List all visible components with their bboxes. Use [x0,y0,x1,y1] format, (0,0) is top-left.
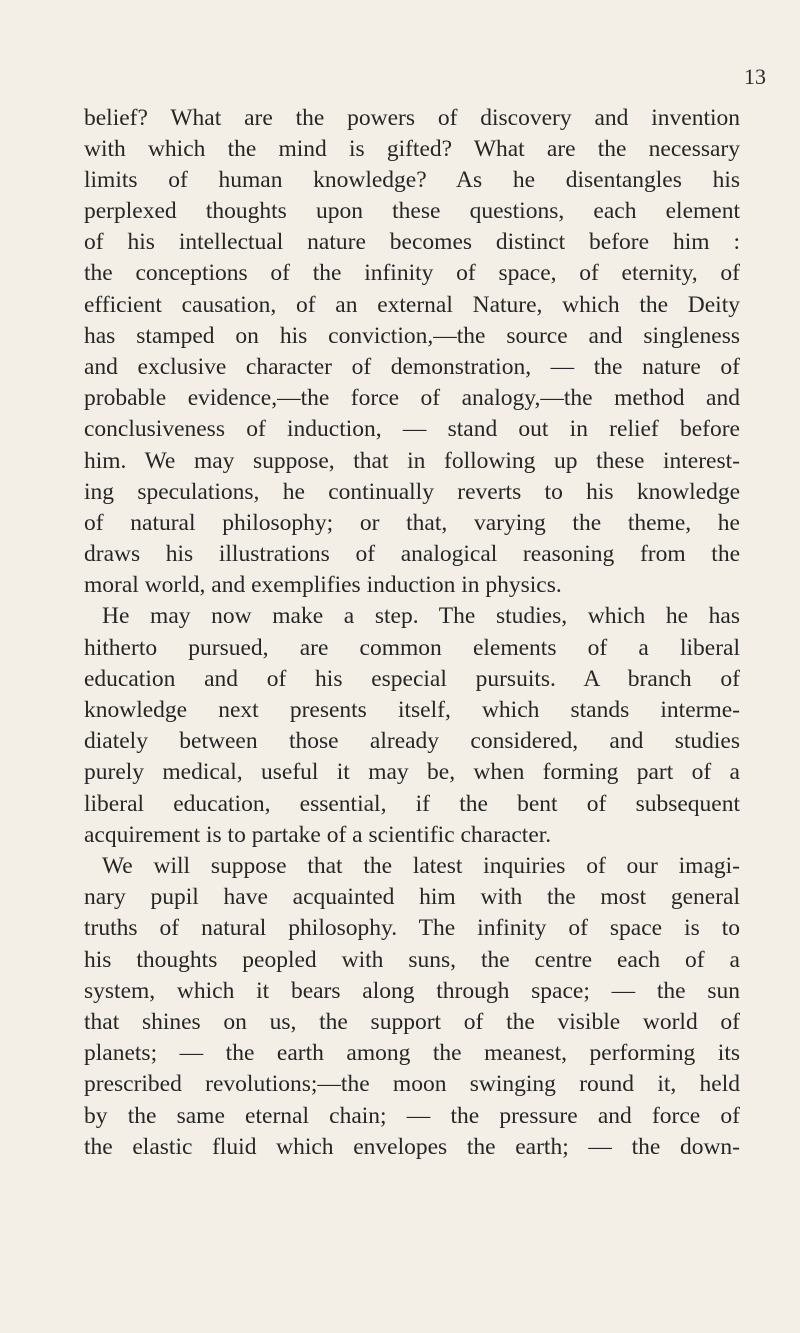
text-line: hitherto pursued, are common elements of a liberal [84,635,740,661]
text-line: the elastic fluid which envelopes the earth; — the down- [84,1134,740,1160]
text-line: by the same eternal chain; — the pressure and force of [84,1103,740,1129]
text-line: the conceptions of the infinity of space, of eternity, of [84,260,740,286]
text-line: moral world, and exemplifies induction in physics. [84,572,562,598]
text-line: probable evidence,—the force of analogy,—the method and [84,385,740,411]
text-line: ing speculations, he continually reverts to his knowledge [84,479,740,505]
text-line: that shines on us, the support of the visible world of [84,1009,740,1035]
text-line: nary pupil have acquainted him with the most general [84,884,740,910]
text-line: truths of natural philosophy. The infinity of space is to [84,915,740,941]
text-line: prescribed revolutions;—the moon swinging round it, held [84,1071,740,1097]
text-line: education and of his especial pursuits. A branch of [84,666,740,692]
text-line: purely medical, useful it may be, when forming part of a [84,759,740,785]
text-line: knowledge next presents itself, which stands interme- [84,697,740,723]
page-number: 13 [744,64,766,89]
text-line: with which the mind is gifted? What are the necessary [84,136,740,162]
text-line: belief? What are the powers of discovery and invention [84,105,740,131]
text-line: him. We may suppose, that in following up these interest- [84,448,740,474]
text-line: conclusiveness of induction, — stand out in relief before [84,416,740,442]
text-line: his thoughts peopled with suns, the centre each of a [84,947,740,973]
text-line: He may now make a step. The studies, which he has [102,603,740,629]
text-line: acquirement is to partake of a scientific character. [84,822,552,848]
text-line: of natural philosophy; or that, varying the theme, he [84,510,740,536]
text-line: of his intellectual nature becomes distinct before him : [84,229,740,255]
text-line: draws his illustrations of analogical reasoning from the [84,541,740,567]
text-line: limits of human knowledge? As he disentangles his [84,167,740,193]
text-line: efficient causation, of an external Nature, which the Deity [84,292,740,318]
text-line: system, which it bears along through space; — the sun [84,978,740,1004]
text-line: We will suppose that the latest inquiries of our imagi- [102,853,740,879]
text-line: perplexed thoughts upon these questions, each element [84,198,740,224]
text-line: and exclusive character of demonstration, — the nature of [84,354,740,380]
text-line: planets; — the earth among the meanest, performing its [84,1040,740,1066]
text-line: diately between those already considered, and studies [84,728,740,754]
text-line: has stamped on his conviction,—the source and singleness [84,323,740,349]
text-line: liberal education, essential, if the bent of subsequent [84,791,740,817]
